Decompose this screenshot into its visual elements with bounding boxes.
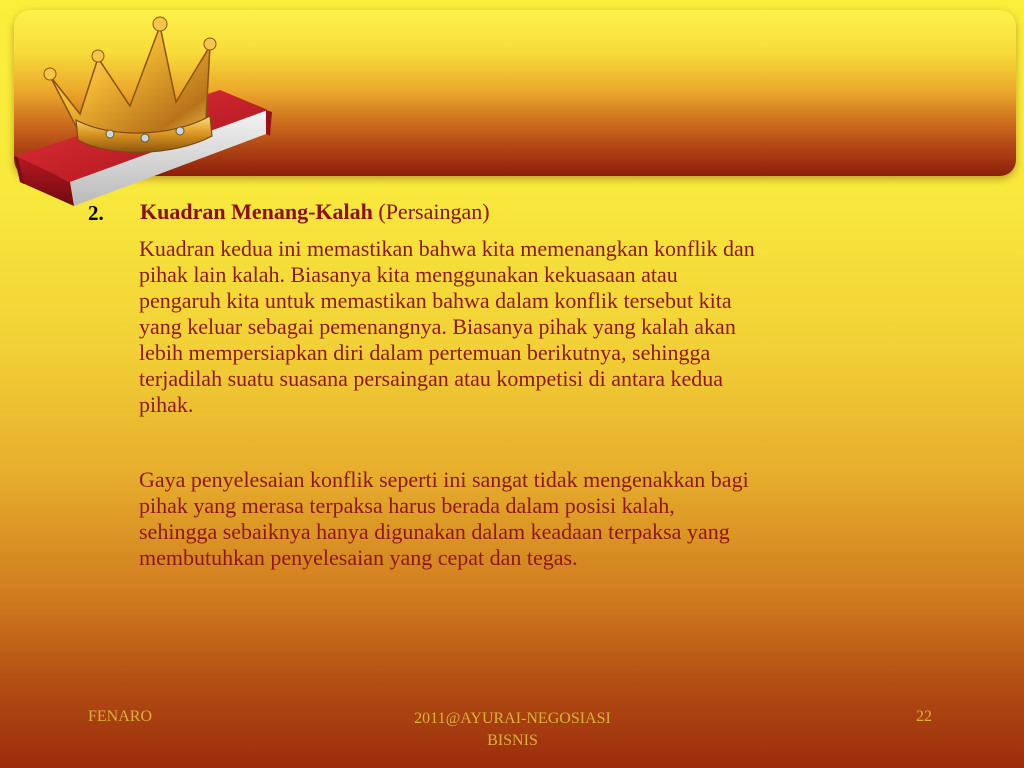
section-heading-subtitle: (Persaingan) bbox=[378, 199, 490, 224]
list-item-number: 2. bbox=[88, 201, 104, 225]
paragraph-line: pihak. bbox=[139, 392, 194, 417]
footer-title bbox=[380, 708, 645, 752]
page-number: 22 bbox=[916, 708, 932, 725]
paragraph-line: membutuhkan penyelesaian yang cepat dan tegas. bbox=[139, 545, 578, 570]
section-heading bbox=[140, 199, 490, 225]
paragraph-line: pihak lain kalah. Biasanya kita menggunakan kekuasaan atau bbox=[139, 262, 678, 287]
footer-title-line: BISNIS bbox=[487, 732, 538, 749]
paragraph-line: Kuadran kedua ini memastikan bahwa kita memenangkan konflik dan bbox=[139, 236, 755, 261]
paragraph-line: sehingga sebaiknya hanya digunakan dalam keadaan terpaksa yang bbox=[139, 519, 730, 544]
paragraph-line: lebih mempersiapkan diri dalam pertemuan berikutnya, sehingga bbox=[139, 340, 711, 365]
footer-title-line: 2011@AYURAI-NEGOSIASI bbox=[414, 710, 611, 727]
paragraph-conflict-style bbox=[139, 467, 954, 571]
paragraph-line: terjadilah suatu suasana persaingan atau kompetisi di antara kedua bbox=[139, 366, 724, 391]
footer-author: FENARO bbox=[88, 708, 153, 725]
paragraph-line: pihak yang merasa terpaksa harus berada dalam posisi kalah, bbox=[139, 493, 675, 518]
paragraph-line: yang keluar sebagai pemenangnya. Biasanya pihak yang kalah akan bbox=[139, 314, 736, 339]
crown-on-book-illustration bbox=[10, 6, 280, 211]
paragraph-line: Gaya penyelesaian konflik seperti ini sangat tidak mengenakkan bagi bbox=[139, 467, 749, 492]
paragraph-kuadran-description bbox=[139, 236, 954, 418]
section-heading-title: Kuadran Menang-Kalah bbox=[140, 199, 373, 224]
paragraph-line: pengaruh kita untuk memastikan bahwa dalam konflik tersebut kita bbox=[139, 288, 732, 313]
